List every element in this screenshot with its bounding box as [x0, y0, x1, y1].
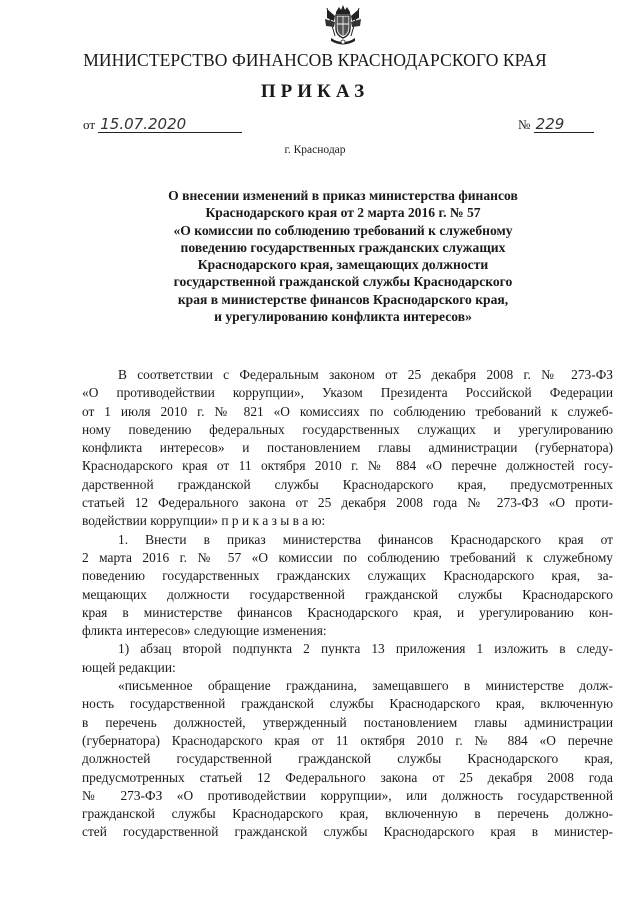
body-line: № 273-ФЗ «О противодействии коррупции», или должность государственной	[82, 787, 613, 803]
body-line: края в министерстве финансов Краснодарского края, и урегулированию кон-	[82, 604, 613, 620]
heading-line: края в министерстве финансов Краснодарского края,	[177, 291, 509, 307]
body-line: (губернатора) Краснодарского края от 11 октября 2010 г. № 884 «О перечне	[82, 732, 613, 748]
body-line: дарственной гражданской службы Краснодарского края, предусмотренных	[82, 476, 613, 492]
heading-line: Краснодарского края, замещающих должности	[197, 257, 489, 273]
body-line: 1) абзац второй подпункта 2 пункта 13 приложения 1 изложить в следу-	[118, 641, 613, 657]
body-line: водействии коррупции» п р и к а з ы в а ю:	[82, 513, 326, 529]
order-number	[518, 116, 594, 134]
body-line: Краснодарского края от 11 октября 2010 г. № 884 «О перечне должностей госу-	[82, 458, 613, 474]
body-line: в перечень должностей, утвержденный постановлением главы администрации	[82, 714, 613, 730]
body-line: конфликта интересов» и постановлением главы администрации (губернатора)	[82, 440, 613, 456]
body-line: предусмотренных статьей 12 Федерального закона от 25 декабря 2008 года	[82, 769, 613, 785]
order-heading	[110, 187, 576, 325]
heading-line: поведению государственных гражданских служащих	[180, 239, 506, 255]
body-line: от 1 июля 2010 г. № 821 «О комиссиях по соблюдению требований к служеб-	[82, 403, 613, 419]
order-body	[82, 366, 613, 842]
body-line: «О противодействии коррупции», Указом Президента Российской Федерации	[82, 385, 613, 401]
heading-line: и урегулированию конфликта интересов»	[214, 309, 472, 325]
body-line: «письменное обращение гражданина, замещавшего в министерстве долж-	[118, 678, 613, 694]
heading-line: Краснодарского края от 2 марта 2016 г. № 57	[205, 205, 481, 221]
body-line: должностей государственной гражданской службы Краснодарского края,	[82, 751, 613, 767]
date-value: 15.07.2020	[98, 116, 242, 133]
date-prefix: от	[83, 117, 96, 132]
number-value: 229	[534, 116, 594, 133]
body-line: ному поведению федеральных государственных служащих и урегулированию	[82, 421, 613, 437]
heading-line: «О комиссии по соблюдению требований к служебному	[173, 222, 513, 238]
order-date	[83, 116, 242, 134]
heading-line: О внесении изменений в приказ министерства финансов	[168, 188, 518, 203]
number-prefix: №	[518, 117, 531, 132]
body-line: ность государственной гражданской службы Краснодарского края, включенную	[82, 696, 613, 712]
body-line: фликта интересов» следующие изменения:	[82, 623, 327, 639]
body-line: поведению государственных гражданских служащих Краснодарского края, за-	[82, 568, 613, 584]
body-line: мещающих должности государственной гражданской службы Краснодарского	[82, 586, 613, 602]
body-line: 2 марта 2016 г. № 57 «О комиссии по соблюдению требований к служебному	[82, 549, 613, 565]
city: г. Краснодар	[284, 144, 346, 156]
body-line: В соответствии с Федеральным законом от 25 декабря 2008 г. № 273-ФЗ	[118, 367, 613, 382]
body-line: стей государственной гражданской службы Краснодарского края в министер-	[82, 824, 613, 840]
ministry-name: МИНИСТЕРСТВО ФИНАНСОВ КРАСНОДАРСКОГО КРАЯ	[83, 50, 547, 70]
order-title: ПРИКАЗ	[260, 81, 370, 102]
body-line: статьей 12 Федерального закона от 25 декабря 2008 года № 273-ФЗ «О проти-	[82, 495, 613, 511]
body-line: гражданской службы Краснодарского края, включенную в перечень должно-	[82, 806, 613, 822]
heading-line: государственной гражданской службы Краснодарского	[173, 274, 513, 290]
body-line: ющей редакции:	[82, 659, 176, 675]
coat-of-arms-icon	[322, 4, 364, 48]
body-line: 1. Внести в приказ министерства финансов Краснодарского края от	[118, 531, 613, 547]
